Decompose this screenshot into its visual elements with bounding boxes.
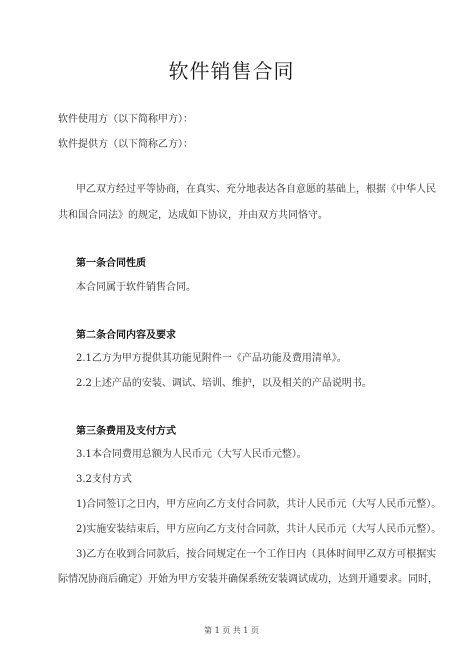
section-3-heading: 第三条费用及支付方式: [76, 426, 176, 437]
section-3-item: 际情况协商后确定）开始为甲方安装并确保系统安装调试成功，达到开通要求。同时，: [58, 574, 438, 585]
preamble-line-1: 甲乙双方经过平等协商，在真实、充分地表达各自意愿的基础上，根据《中华人民: [76, 184, 436, 195]
section-1-heading: 第一条合同性质: [76, 258, 146, 269]
section-3-item: 1)合同签订之日内，甲方应向乙方支付合同款，共计人民币元（大写人民币元整）。: [76, 499, 442, 510]
section-2-item: 2.1乙方为甲方提供其功能见附件一《产品功能及费用清单》。: [76, 353, 347, 364]
section-3-item: 3.2支付方式: [76, 474, 132, 485]
section-3-item: 2)实施安装结束后，甲方应向乙方支付合同款，共计人民币元（大写人民币元整）。: [76, 524, 442, 535]
section-2-heading: 第二条合同内容及要求: [76, 330, 176, 341]
section-1-body: 本合同属于软件销售合同。: [76, 282, 196, 293]
section-3-item: 3.1本合同费用总额为人民币元（大写人民币元整）。: [76, 449, 307, 460]
document-title: 软件销售合同: [168, 59, 295, 83]
party-b-line: 软件提供方（以下简称乙方）：: [58, 139, 193, 150]
section-3-item: 3)乙方在收到合同款后，按合同规定在一个工作日内（具体时间甲乙双方可根据实: [76, 549, 437, 560]
party-a-line: 软件使用方（以下简称甲方）：: [58, 114, 193, 125]
preamble-line-2: 共和国合同法》的规定，达成如下协议，并由双方共同恪守。: [58, 210, 328, 221]
section-2-item: 2.2上述产品的安装、调试、培训、维护，以及相关的产品说明书。: [76, 378, 372, 389]
page-footer: 第 1 页 共 1 页: [204, 626, 259, 635]
